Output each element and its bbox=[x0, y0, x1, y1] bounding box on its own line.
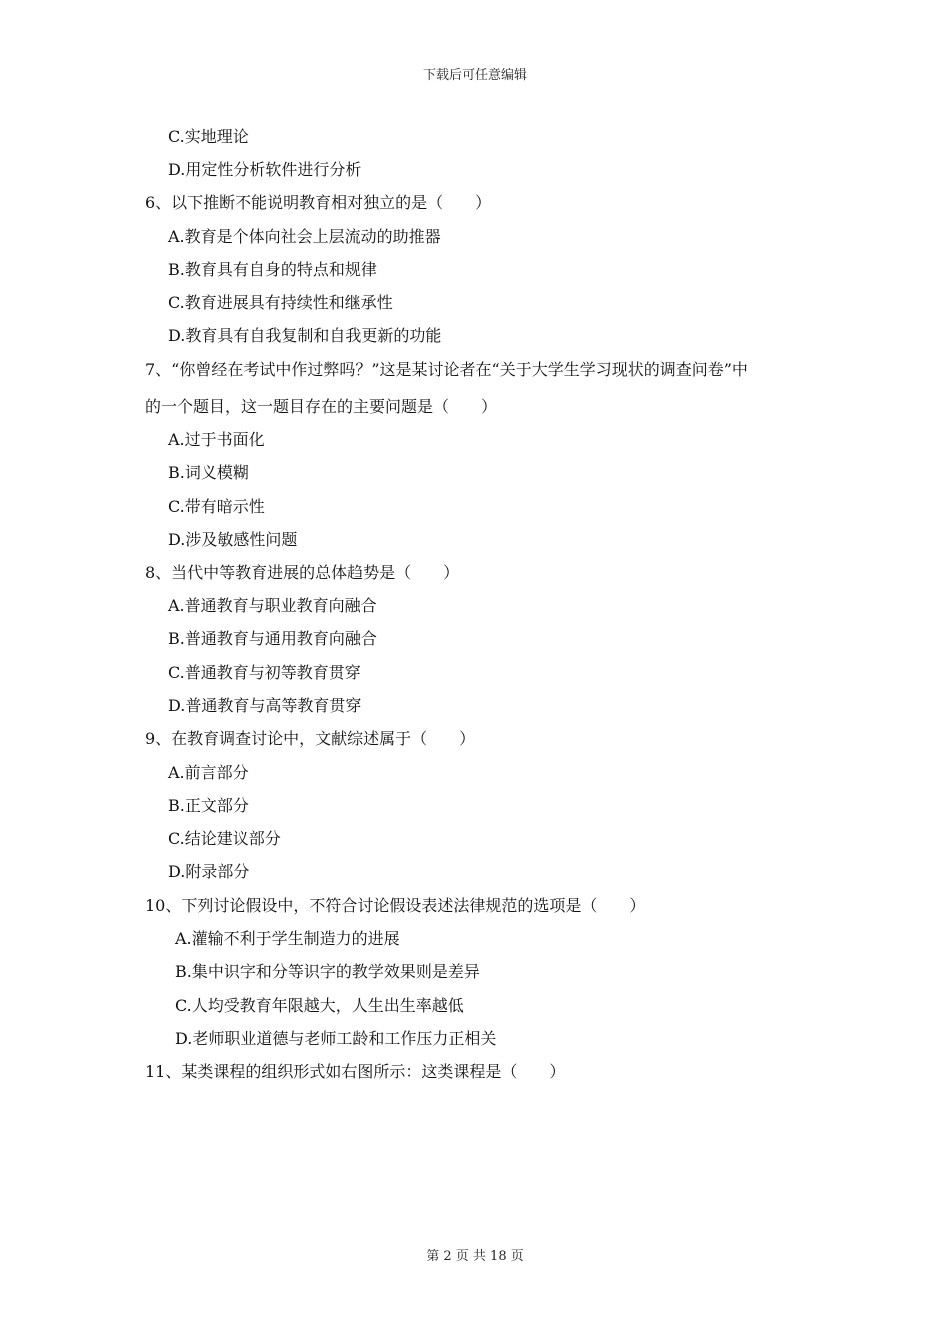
option-line: C.实地理论 bbox=[168, 127, 249, 146]
option-line: D.教育具有自我复制和自我更新的功能 bbox=[168, 326, 442, 345]
option-line: A.普通教育与职业教育向融合 bbox=[168, 596, 377, 615]
page-footer: 第 2 页 共 18 页 bbox=[426, 1249, 524, 1264]
option-line: C.普通教育与初等教育贯穿 bbox=[168, 663, 361, 682]
option-line: C.带有暗示性 bbox=[168, 497, 265, 516]
option-line: A.过于书面化 bbox=[168, 430, 265, 449]
question-line: 的一个题目，这一题目存在的主要问题是（ ） bbox=[145, 397, 498, 416]
option-line: A.教育是个体向社会上层流动的助推器 bbox=[168, 227, 441, 246]
question-line: 10、下列讨论假设中，不符合讨论假设表述法律规范的选项是（ ） bbox=[145, 896, 646, 915]
option-line: B.普通教育与通用教育向融合 bbox=[168, 629, 377, 648]
option-line: D.涉及敏感性问题 bbox=[168, 530, 298, 549]
option-line: A.前言部分 bbox=[168, 763, 249, 782]
option-line: A.灌输不利于学生制造力的进展 bbox=[175, 929, 400, 948]
page-header: 下载后可任意编辑 bbox=[422, 68, 527, 83]
question-line: 11、某类课程的组织形式如右图所示：这类课程是（ ） bbox=[145, 1062, 566, 1081]
option-line: D.附录部分 bbox=[168, 862, 250, 881]
option-line: B.教育具有自身的特点和规律 bbox=[168, 260, 377, 279]
question-line: 8、当代中等教育进展的总体趋势是（ ） bbox=[145, 563, 460, 582]
option-line: C.结论建议部分 bbox=[168, 829, 281, 848]
question-line: 7、“你曾经在考试中作过弊吗？”这是某讨论者在“关于大学生学习现状的调查问卷”中 bbox=[145, 360, 748, 379]
option-line: C.教育进展具有持续性和继承性 bbox=[168, 293, 393, 312]
question-line: 6、以下推断不能说明教育相对独立的是（ ） bbox=[145, 193, 492, 212]
option-line: C.人均受教育年限越大，人生出生率越低 bbox=[175, 996, 464, 1015]
option-line: D.用定性分析软件进行分析 bbox=[168, 160, 362, 179]
option-line: B.集中识字和分等识字的教学效果则是差异 bbox=[175, 962, 480, 981]
option-line: B.正文部分 bbox=[168, 796, 249, 815]
option-line: D.普通教育与高等教育贯穿 bbox=[168, 696, 362, 715]
question-line: 9、在教育调查讨论中，文献综述属于（ ） bbox=[145, 729, 476, 748]
option-line: B.词义模糊 bbox=[168, 463, 249, 482]
option-line: D.老师职业道德与老师工龄和工作压力正相关 bbox=[175, 1029, 497, 1048]
